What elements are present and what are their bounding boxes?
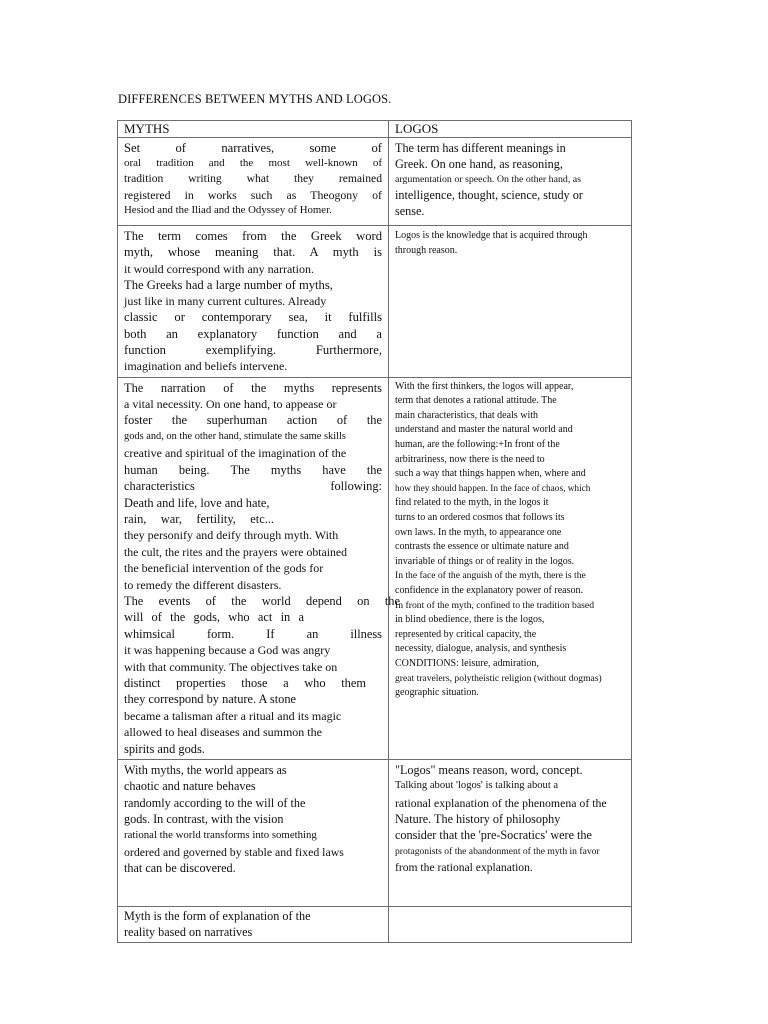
logos-line: The term has different meanings in <box>395 141 566 155</box>
logos-line: Talking about 'logos' is talking about a <box>395 780 559 792</box>
logos-cell <box>389 226 632 378</box>
myths-line: it was happening because a God was angry <box>124 643 331 658</box>
logos-line: understand and master the natural world and <box>395 424 573 436</box>
logos-line: represented by critical capacity, the <box>395 628 537 640</box>
myths-line: gods and, on the other hand, stimulate the same skills <box>124 430 346 442</box>
myths-line: myth, whose meaning that. A myth is <box>124 245 382 260</box>
myths-line: human being. The myths have the <box>124 462 382 477</box>
logos-line: turns to an ordered cosmos that follows its <box>395 512 565 524</box>
logos-line: rational explanation of the phenomena of the <box>395 795 607 810</box>
table-row <box>118 138 632 226</box>
logos-line: invariable of things or of reality in the logos. <box>395 555 575 567</box>
myths-line: with that community. The objectives take on <box>124 659 338 674</box>
myths-line: it would correspond with any narration. <box>124 261 314 276</box>
table-row <box>118 760 632 907</box>
myths-line: to remedy the different disasters. <box>124 577 282 592</box>
logos-cell <box>389 138 632 226</box>
logos-line: contrasts the essence or ultimate nature and <box>395 541 569 553</box>
myths-line: allowed to heal diseases and summon the <box>124 725 322 740</box>
logos-line: With the first thinkers, the logos will appear, <box>395 380 574 392</box>
myths-line: ordered and governed by stable and fixed laws <box>124 844 344 859</box>
myths-cell <box>118 377 400 759</box>
myths-line: rational the world transforms into something <box>124 829 317 842</box>
myths-line: registered in works such as Theogony of <box>124 188 382 203</box>
table-row <box>118 226 632 378</box>
myths-line: will of the gods, who act in a <box>124 610 304 625</box>
logos-line: sense. <box>395 204 425 219</box>
myths-line: both an explanatory function and a <box>124 326 382 341</box>
myths-line: With myths, the world appears as <box>124 763 287 778</box>
logos-line: consider that the 'pre-Socratics' were the <box>395 828 592 843</box>
myths-line: just like in many current cultures. Already <box>124 294 327 309</box>
logos-line: Logos is the knowledge that is acquired through <box>395 230 588 241</box>
logos-line: find related to the myth, in the logos it <box>395 497 549 509</box>
logos-line: argumentation or speech. On the other hand, as <box>395 173 582 185</box>
logos-line: in blind obedience, there is the logos, <box>395 614 545 626</box>
myths-line: gods. In contrast, with the vision <box>124 811 284 826</box>
myths-line: the cult, the rites and the prayers were obtained <box>124 544 348 559</box>
column-header-logos: LOGOS <box>389 121 632 138</box>
myths-line: became a talisman after a ritual and its magic <box>124 708 342 723</box>
myths-line: creative and spiritual of the imagination of the <box>124 446 347 461</box>
myths-line: that can be discovered. <box>124 860 236 875</box>
myths-line: they correspond by nature. A stone <box>124 692 297 707</box>
myths-line: distinct properties those a who them <box>124 675 366 690</box>
logos-line: human, are the following:+In front of the <box>395 439 560 451</box>
myths-line: Hesiod and the Iliad and the Odyssey of Homer. <box>124 204 332 217</box>
logos-line: how they should happen. In the face of chaos, which <box>395 483 591 494</box>
myths-line: The events of the world depend on the <box>124 593 400 608</box>
myths-line: whimsical form. If an illness <box>124 626 382 641</box>
logos-line: main characteristics, that deals with <box>395 409 539 421</box>
myths-line: randomly according to the will of the <box>124 795 306 810</box>
myths-cell <box>118 138 389 226</box>
table-row <box>118 377 632 759</box>
myths-line: classic or contemporary sea, it fulfills <box>124 310 382 325</box>
page-title: DIFFERENCES BETWEEN MYTHS AND LOGOS. <box>118 92 392 106</box>
logos-cell <box>389 760 632 907</box>
logos-cell <box>389 377 632 759</box>
myths-cell <box>118 760 389 907</box>
logos-line: CONDITIONS: leisure, admiration, <box>395 657 539 669</box>
myths-line: Set of narratives, some of <box>124 141 382 155</box>
myths-line: rain, war, fertility, etc... <box>124 511 274 526</box>
logos-line: In front of the myth, confined to the tradition based <box>395 599 595 611</box>
logos-line: necessity, dialogue, analysis, and synthesis <box>395 643 567 655</box>
myths-cell <box>118 907 389 943</box>
myths-cell <box>118 226 389 378</box>
comparison-table <box>117 120 632 943</box>
logos-line: confidence in the explanatory power of reason. <box>395 584 583 596</box>
myths-line: spirits and gods. <box>124 741 205 756</box>
myths-line: Death and life, love and hate, <box>124 495 270 510</box>
logos-line: term that denotes a rational attitude. The <box>395 395 557 407</box>
myths-line: characteristics following: <box>124 479 382 494</box>
myths-line: chaotic and nature behaves <box>124 779 256 794</box>
myths-line: a vital necessity. On one hand, to appease or <box>124 397 337 412</box>
logos-line: intelligence, thought, science, study or <box>395 188 583 203</box>
column-header-myths: MYTHS <box>118 121 389 138</box>
myths-line: foster the superhuman action of the <box>124 413 382 428</box>
myths-line: The narration of the myths represents <box>124 380 382 395</box>
logos-line: such a way that things happen when, where and <box>395 468 586 480</box>
logos-line: Nature. The history of philosophy <box>395 811 561 826</box>
logos-line: through reason. <box>395 245 458 257</box>
myths-line: the beneficial intervention of the gods for <box>124 561 324 576</box>
logos-line: "Logos" means reason, word, concept. <box>395 763 583 778</box>
logos-line: Greek. On one hand, as reasoning, <box>395 157 563 172</box>
myths-line: The term comes from the Greek word <box>124 229 382 243</box>
myths-line: The Greeks had a large number of myths, <box>124 277 333 292</box>
logos-line: great travelers, polytheistic religion (without dogmas) <box>395 672 602 684</box>
myths-line: they personify and deify through myth. With <box>124 528 339 543</box>
myths-line: Myth is the form of explanation of the <box>124 909 311 924</box>
table-header-row <box>118 121 632 138</box>
logos-cell-empty <box>389 907 632 943</box>
myths-line: tradition writing what they remained <box>124 171 382 185</box>
logos-line: geographic situation. <box>395 687 479 699</box>
myths-line: reality based on narratives <box>124 924 253 939</box>
myths-line: oral tradition and the most well-known of <box>124 157 382 170</box>
logos-line: arbitrariness, now there is the need to <box>395 453 545 465</box>
logos-line: from the rational explanation. <box>395 860 533 874</box>
table-row <box>118 907 632 943</box>
myths-line: imagination and beliefs intervene. <box>124 359 288 374</box>
logos-line: own laws. In the myth, to appearance one <box>395 526 562 538</box>
logos-line: protagonists of the abandonment of the myth in favor <box>395 845 600 857</box>
logos-line: In the face of the anguish of the myth, there is the <box>395 570 586 582</box>
myths-line: function exemplifying. Furthermore, <box>124 343 382 358</box>
